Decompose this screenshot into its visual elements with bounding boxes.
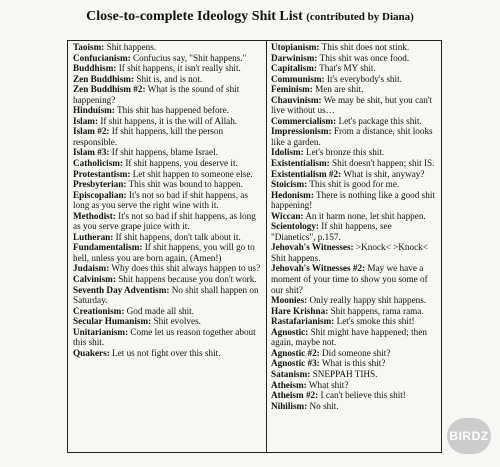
list-item xyxy=(73,158,263,169)
list-item xyxy=(73,348,263,359)
entry-text: It's everybody's shit. xyxy=(326,73,402,84)
list-item xyxy=(73,263,263,274)
entry-term: Impressionism: xyxy=(271,126,332,137)
entry-term: Nihilism: xyxy=(271,400,308,411)
entry-term: Chauvinism: xyxy=(271,94,322,105)
list-item xyxy=(73,274,263,285)
entry-term: Catholicism: xyxy=(73,158,124,169)
entry-text: If shit happens, it is the will of Allah. xyxy=(100,115,238,126)
entry-text: It's not so bad if shit happens, as long as you serve grape juice with it. xyxy=(73,210,256,232)
list-item xyxy=(73,74,263,85)
entry-term: Rastafarianism: xyxy=(271,316,335,327)
entry-text: Let's bronze this shit. xyxy=(305,147,385,158)
entry-term: Jehovah's Witnesses #2: xyxy=(271,263,366,274)
list-item xyxy=(271,369,437,380)
list-item xyxy=(271,74,437,85)
list-item xyxy=(73,327,263,348)
entry-term: Satanism: xyxy=(271,368,311,379)
entry-text: Why does this shit always happen to us? xyxy=(111,263,261,274)
entry-text: No shit. xyxy=(309,400,339,411)
entry-text: What is the sound of shit happening? xyxy=(73,84,240,105)
entry-term: Confucianism: xyxy=(73,52,131,63)
entry-text: What is shit, anyway? xyxy=(343,168,425,179)
list-item xyxy=(73,190,263,211)
list-item xyxy=(271,358,437,369)
list-item xyxy=(271,263,437,295)
entry-text: Shit doesn't happen; shit IS. xyxy=(332,158,435,169)
list-item xyxy=(73,179,263,190)
list-item xyxy=(73,42,263,53)
entry-term: Communism: xyxy=(271,73,325,84)
list-item xyxy=(271,295,437,306)
list-item xyxy=(73,116,263,127)
entry-term: Islam: xyxy=(73,115,99,126)
list-item xyxy=(271,221,437,242)
list-item xyxy=(271,316,437,327)
entry-text: Shit might have happened; then again, maybe not. xyxy=(271,326,427,348)
list-item xyxy=(271,63,437,74)
entry-term: Stoicism: xyxy=(271,179,308,190)
entry-text: Men are shit. xyxy=(315,84,364,95)
list-item xyxy=(271,42,437,53)
entry-term: Agnostic: xyxy=(271,326,309,337)
title-credit: (contributed by Diana) xyxy=(306,11,414,23)
entry-text: If shit happens, you will go to hell, unless you are born again. (Amen!) xyxy=(73,242,255,263)
entry-text: I can't believe this shit! xyxy=(320,390,406,401)
entry-term: Atheism: xyxy=(271,379,307,390)
entry-term: Creationism: xyxy=(73,305,125,316)
entry-text: SNEPPAH TIHS. xyxy=(312,368,378,379)
entry-text: That's MY shit. xyxy=(319,63,376,74)
entry-term: Moonies: xyxy=(271,295,308,306)
entry-term: Feminism: xyxy=(271,84,313,95)
list-item xyxy=(271,84,437,95)
entry-text: Shit happens because you don't work. xyxy=(118,274,257,285)
entry-text: This shit was once food. xyxy=(319,52,410,63)
entry-text: May we have a moment of your time to show you some of our shit? xyxy=(271,263,428,295)
entry-text: Come let us reason together about this shit. xyxy=(73,326,256,348)
list-item xyxy=(73,63,263,74)
entry-term: Existentialism: xyxy=(271,158,330,169)
list-item xyxy=(271,242,437,263)
list-item xyxy=(271,53,437,64)
entry-text: This shit was bound to happen. xyxy=(128,179,243,190)
entry-text: From a distance, shit looks like a garden. xyxy=(271,126,433,147)
list-item xyxy=(73,169,263,180)
list-item xyxy=(73,84,263,105)
page-title xyxy=(0,8,500,26)
entry-term: Existentialism #2: xyxy=(271,168,342,179)
entry-text: Only really happy shit happens. xyxy=(309,295,427,306)
entry-text: Let's smoke this shit! xyxy=(336,316,415,327)
entry-term: Islam #2: xyxy=(73,126,110,137)
entry-term: Zen Buddhism #2: xyxy=(73,84,146,95)
entry-text: An it harm none, let shit happen. xyxy=(305,210,426,221)
entry-text: If shit happens, see "Dianetics", p.157. xyxy=(271,221,392,242)
list-item xyxy=(73,53,263,64)
entry-term: Jehovah's Witnesses: xyxy=(271,242,354,253)
entry-term: Zen Buddhism: xyxy=(73,73,135,84)
birdz-watermark: BIRDZ xyxy=(447,418,491,454)
list-item xyxy=(271,126,437,147)
list-item xyxy=(73,316,263,327)
list-item xyxy=(73,147,263,158)
entry-text: If shit happens, kill the person responsible. xyxy=(73,126,224,147)
list-item xyxy=(271,401,437,412)
entry-text: Confucius say, "Shit happens." xyxy=(132,52,247,63)
entry-text: God made all shit. xyxy=(126,305,195,316)
entry-term: Taoism: xyxy=(73,42,105,52)
entry-term: Lutheran: xyxy=(73,231,114,242)
entry-term: Commercialism: xyxy=(271,115,337,126)
list-item xyxy=(271,169,437,180)
entry-text: If shit happens, you deserve it. xyxy=(125,158,238,169)
entry-text: What is this shit? xyxy=(321,358,386,369)
entry-text: If shit happens, it isn't really shit. xyxy=(118,63,241,74)
entry-text: This shit does not stink. xyxy=(321,42,410,52)
entry-text: Shit happens. xyxy=(106,42,157,52)
right-column xyxy=(267,41,440,452)
entry-term: Scientology: xyxy=(271,221,319,232)
entry-term: Agnostic #3: xyxy=(271,358,320,369)
list-item xyxy=(73,232,263,243)
entry-term: Fundamentalism: xyxy=(73,242,143,253)
entry-text: Shit evolves. xyxy=(153,316,201,327)
entry-text: There is nothing like a good shit happening! xyxy=(271,189,435,211)
entry-term: Islam #3: xyxy=(73,147,110,158)
entry-term: Utopianism: xyxy=(271,42,320,52)
entry-text: We may be shit, but you can't live without us… xyxy=(271,94,433,116)
list-item xyxy=(271,348,437,359)
list-item xyxy=(73,126,263,147)
entry-text: Let's package this shit. xyxy=(338,115,422,126)
list-item xyxy=(271,116,437,127)
list-item xyxy=(73,242,263,263)
entry-term: Calvinism: xyxy=(73,274,116,285)
entry-term: Presbyterian: xyxy=(73,179,127,190)
list-item xyxy=(73,285,263,306)
entry-term: Capitalism: xyxy=(271,63,317,74)
entry-text: This shit has happened before. xyxy=(117,105,230,116)
entry-text: No shit shall happen on Saturday. xyxy=(73,284,259,306)
entry-text: Let shit happen to someone else. xyxy=(132,168,253,179)
ideology-table xyxy=(67,40,442,453)
entry-term: Hedonism: xyxy=(271,189,314,200)
entry-text: If shit happens, don't talk about it. xyxy=(115,231,241,242)
list-item xyxy=(271,327,437,348)
entry-term: Idolism: xyxy=(271,147,304,158)
entry-text: Shit happens, rama rama. xyxy=(330,305,424,316)
left-column xyxy=(68,41,267,452)
entry-text: Shit is, and is not. xyxy=(136,73,203,84)
entry-text: It's not so bad if shit happens, as long as you serve the right wine with it. xyxy=(73,189,248,211)
entry-text: Let us not fight over this shit. xyxy=(112,347,221,358)
entry-term: Episcopalian: xyxy=(73,189,127,200)
title-text: Close-to-complete Ideology Shit List xyxy=(86,9,303,24)
entry-term: Hinduism: xyxy=(73,105,115,116)
list-item xyxy=(271,147,437,158)
entry-term: Buddhism: xyxy=(73,63,117,74)
entry-term: Methodist: xyxy=(73,210,116,221)
entry-term: Darwinism: xyxy=(271,52,318,63)
entry-term: Agnostic #2: xyxy=(271,347,320,358)
list-item xyxy=(271,158,437,169)
entry-text: Did someone shit? xyxy=(322,347,391,358)
entry-term: Unitarianism: xyxy=(73,326,129,337)
entry-term: Protestantism: xyxy=(73,168,131,179)
entry-text: >Knock< >Knock< Shit happens. xyxy=(271,242,428,263)
list-item xyxy=(73,306,263,317)
list-item xyxy=(271,179,437,190)
entry-text: What shit? xyxy=(308,379,349,390)
list-item xyxy=(271,390,437,401)
list-item xyxy=(73,105,263,116)
entry-term: Hare Krishna: xyxy=(271,305,329,316)
list-item xyxy=(73,211,263,232)
list-item xyxy=(271,380,437,391)
entry-term: Quakers: xyxy=(73,347,110,358)
list-item xyxy=(271,190,437,211)
entry-term: Judaism: xyxy=(73,263,110,274)
entry-term: Wiccan: xyxy=(271,210,304,221)
entry-text: If shit happens, blame Israel. xyxy=(111,147,218,158)
entry-text: This shit is good for me. xyxy=(309,179,400,190)
entry-term: Atheism #2: xyxy=(271,390,319,401)
entry-term: Seventh Day Adventism: xyxy=(73,284,170,295)
list-item xyxy=(271,211,437,222)
list-item xyxy=(271,95,437,116)
list-item xyxy=(271,306,437,317)
entry-term: Secular Humanism: xyxy=(73,316,152,327)
